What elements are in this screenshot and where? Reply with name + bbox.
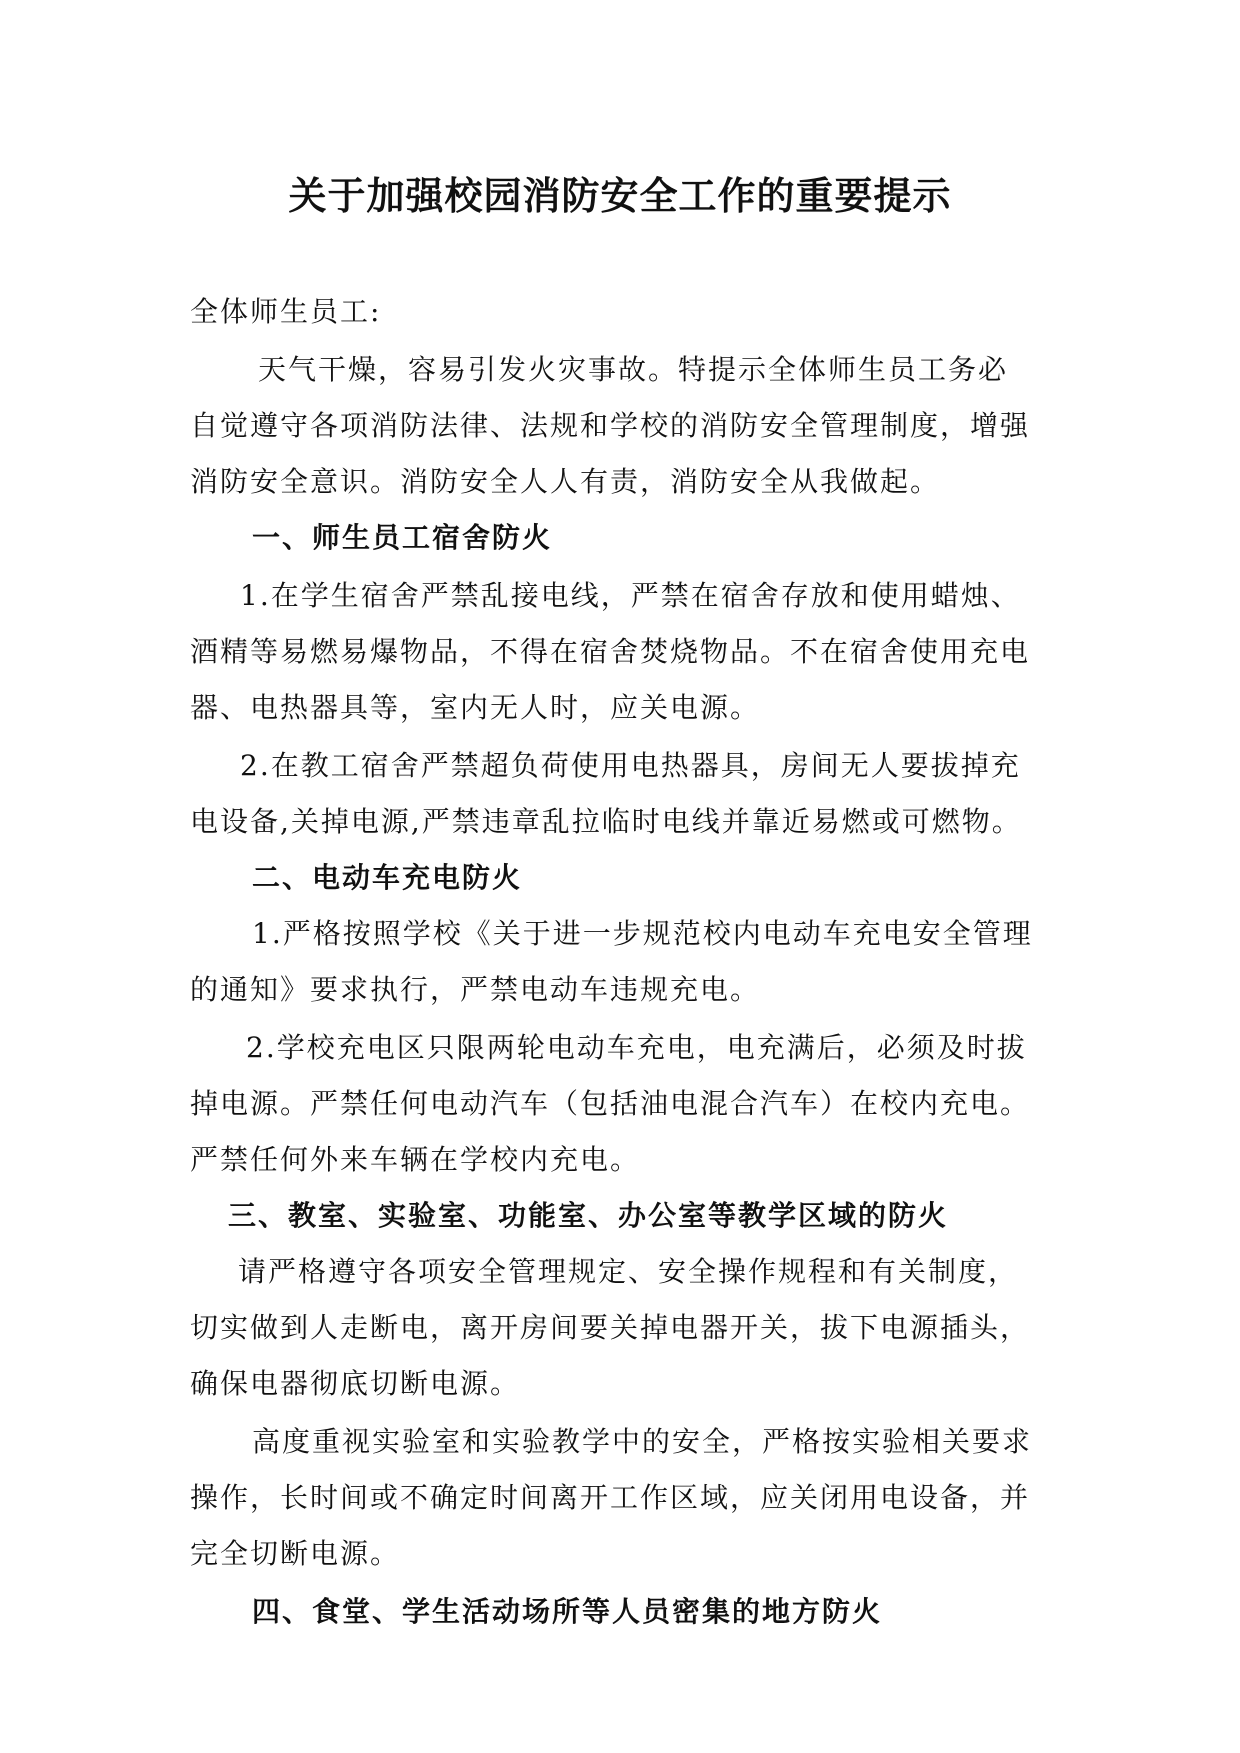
paragraph-line: 酒精等易燃易爆物品，不得在宿舍焚烧物品。不在宿舍使用充电 [190,635,1031,668]
paragraph-line: 高度重视实验室和实验教学中的安全，严格按实验相关要求 [252,1425,1033,1458]
paragraph-line: 完全切断电源。 [190,1537,401,1570]
paragraph-line: 掉电源。严禁任何电动汽车（包括油电混合汽车）在校内充电。 [190,1087,1031,1120]
intro-line: 消防安全意识。消防安全人人有责，消防安全从我做起。 [190,465,941,498]
intro-line: 天气干燥，容易引发火灾事故。特提示全体师生员工务必 [258,353,1009,386]
section-heading: 二、电动车充电防火 [252,861,523,894]
paragraph-line: 电设备,关掉电源,严禁违章乱拉临时电线并靠近易燃或可燃物。 [190,805,1022,838]
paragraph-line: 请严格遵守各项安全管理规定、安全操作规程和有关制度， [238,1255,1019,1288]
paragraph-line: 器、电热器具等，室内无人时，应关电源。 [190,691,761,724]
salutation: 全体师生员工: [190,295,382,328]
section-heading: 三、教室、实验室、功能室、办公室等教学区域的防火 [228,1199,949,1232]
paragraph-line: 2.学校充电区只限两轮电动车充电，电充满后，必须及时拔 [246,1031,1027,1064]
section-heading: 一、师生员工宿舍防火 [252,521,553,554]
paragraph-line: 切实做到人走断电，离开房间要关掉电器开关，拔下电源插头， [190,1311,1031,1344]
paragraph-line: 的通知》要求执行，严禁电动车违规充电。 [190,973,761,1006]
paragraph-line: 1.在学生宿舍严禁乱接电线，严禁在宿舍存放和使用蜡烛、 [240,579,1021,612]
section-heading: 四、食堂、学生活动场所等人员密集的地方防火 [252,1595,883,1628]
paragraph-line: 1.严格按照学校《关于进一步规范校内电动车充电安全管理 [252,917,1033,950]
paragraph-line: 确保电器彻底切断电源。 [190,1367,521,1400]
intro-line: 自觉遵守各项消防法律、法规和学校的消防安全管理制度，增强 [190,409,1031,442]
paragraph-line: 2.在教工宿舍严禁超负荷使用电热器具，房间无人要拔掉充 [240,749,1021,782]
paragraph-line: 严禁任何外来车辆在学校内充电。 [190,1143,641,1176]
document-title: 关于加强校园消防安全工作的重要提示 [288,173,952,218]
paragraph-line: 操作，长时间或不确定时间离开工作区域，应关闭用电设备，并 [190,1481,1031,1514]
